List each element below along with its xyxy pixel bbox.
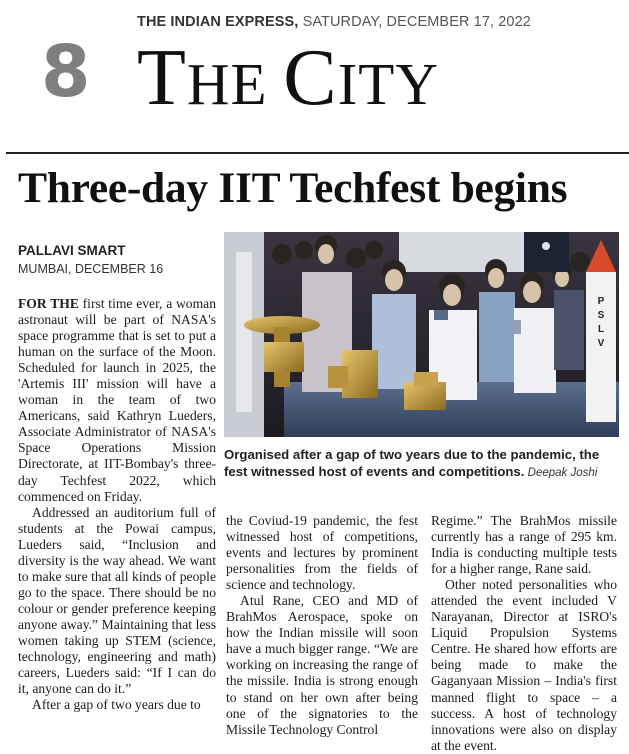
masthead-line [137, 14, 531, 30]
article-paragraph: After a gap of two years due to [32, 697, 201, 713]
page-number: 8 [41, 30, 89, 113]
pslv-rocket-model [586, 240, 616, 422]
lead-in: FOR THE [18, 296, 79, 311]
article-paragraph: Regime.” The BrahMos missile currently has a range of 295 km. India is conducting multiple tests for a higher range, Rane said. [431, 513, 617, 577]
article-paragraph: Other noted personalities who attended the event included V Narayanan, Director at ISRO's Liquid Propulsion Systems Centre. He shared how efforts are being made to make the Gaganyaan Mission – India's first manned flight to space – a success. A host of technology innovations were also on display at the event. [431, 577, 617, 753]
dateline: MUMBAI, DECEMBER 16 [18, 262, 164, 276]
section-title-t: T [137, 34, 187, 122]
section-title-ity: ITY [337, 51, 439, 117]
rocket-label-p: P [597, 296, 605, 307]
article-paragraph: FOR THE first time ever, a woman astronaut will be part of NASA's space programme that is set to put a human on the surface of the Moon. Scheduled for launch in 2025, the 'Artemis III' mission will have a woman in the team of two Americans, said Kathryn Lueders, Associate Administrator of NASA's Space Operations Mission Directorate, at IIT-Bombay's three-day Techfest 2022, which commenced on Friday. [18, 296, 216, 504]
article-paragraph: Atul Rane, CEO and MD of BrahMos Aerospace, spoke on how the Indian missile will soon have a much bigger range. “We are working on increasing the range of the missile. India is strong enough to stand on her own after being one of the signatories to the Missile Technology Control [226, 593, 418, 737]
article-paragraph: the Coviud-19 pandemic, the fest witnessed host of competitions, events and lectures by prominent personalities from the fields of science and technology. [226, 513, 418, 593]
event-photo [224, 232, 619, 437]
paper-name: THE INDIAN EXPRESS, [137, 14, 299, 30]
svg-text:L: L [597, 324, 605, 335]
article-column-3 [431, 513, 617, 754]
section-title-c: C [283, 34, 338, 122]
article-column-2 [226, 513, 418, 738]
section-divider [6, 152, 629, 154]
photo-credit: Deepak Joshi [524, 467, 598, 479]
svg-text:V: V [597, 338, 605, 349]
photo-caption: Organised after a gap of two years due to the pandemic, the fest witnessed host of events and competitions. Deepak Joshi [224, 447, 600, 479]
issue-date: SATURDAY, DECEMBER 17, 2022 [298, 14, 531, 30]
byline-author: PALLAVI SMART [18, 243, 126, 258]
section-title [137, 34, 439, 122]
article-paragraph: Addressed an auditorium full of students at the Powai campus, Lueders said, “Inclusion and diversity is the way ahead. We want to make sure that all kinds of people go to the space. There should be no colour or gender preference keeping anyone away.” Maintaining that less women taking up STEM (science, technology, engineering and math) careers, Lueders said: “If I can do it, anyone can do it.” [18, 504, 216, 697]
article-column-1 [18, 296, 216, 713]
svg-text:S: S [597, 310, 605, 321]
article-headline: Three-day IIT Techfest begins [18, 164, 568, 212]
section-title-he: HE [186, 51, 284, 117]
